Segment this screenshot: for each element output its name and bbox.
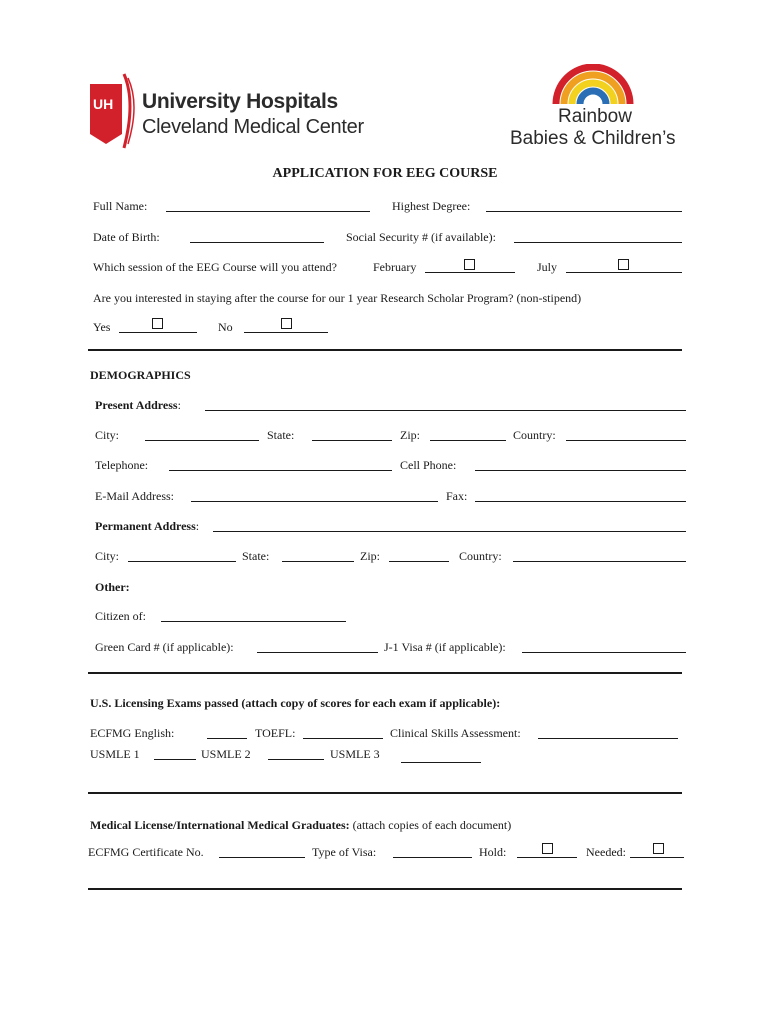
rainbow-logo	[508, 64, 684, 154]
ecfmg-cert-field[interactable]	[219, 857, 305, 858]
ecfmg-english-field[interactable]	[207, 738, 247, 739]
hold-checkbox[interactable]	[542, 843, 553, 854]
other-label: Other:	[95, 580, 130, 594]
july-checkbox[interactable]	[618, 259, 629, 270]
telephone-label: Telephone:	[95, 458, 149, 472]
uh-shield-icon	[88, 72, 140, 152]
green-card-field[interactable]	[257, 652, 378, 653]
permanent-address-text: Permanent Address	[95, 519, 196, 533]
perm-city-label: City:	[95, 549, 120, 563]
july-line	[566, 272, 682, 273]
perm-zip-label: Zip:	[360, 549, 380, 563]
medical-heading	[90, 818, 511, 832]
medical-heading-note: (attach copies of each document)	[349, 818, 512, 832]
hold-label: Hold:	[479, 845, 507, 859]
needed-line	[630, 857, 684, 858]
february-label: February	[373, 260, 417, 274]
fax-label: Fax:	[446, 489, 468, 503]
telephone-field[interactable]	[169, 470, 392, 471]
dob-field[interactable]	[190, 242, 324, 243]
no-label: No	[218, 320, 233, 334]
uh-name-line2: Cleveland Medical Center	[142, 116, 364, 138]
uh-logo	[88, 72, 398, 152]
perm-country-field[interactable]	[513, 561, 686, 562]
uh-name-line1: University Hospitals	[142, 90, 338, 113]
section-divider-4	[88, 888, 682, 890]
clinical-skills-field[interactable]	[538, 738, 678, 739]
rainbow-line1: Rainbow	[558, 106, 632, 127]
hold-line	[517, 857, 577, 858]
research-question: Are you interested in staying after the course for our 1 year Research Scholar Program? (non-stipend)	[93, 291, 582, 305]
dob-label: Date of Birth:	[93, 230, 160, 244]
visa-type-label: Type of Visa:	[312, 845, 377, 859]
citizen-of-label: Citizen of:	[95, 609, 146, 623]
present-address-text: Present Address	[95, 398, 178, 412]
present-address-field[interactable]	[205, 410, 686, 411]
usmle3-label: USMLE 3	[330, 747, 380, 761]
clinical-skills-label: Clinical Skills Assessment:	[390, 726, 521, 740]
ssn-field[interactable]	[514, 242, 682, 243]
ssn-label: Social Security # (if available):	[346, 230, 496, 244]
yes-checkbox[interactable]	[152, 318, 163, 329]
present-address-label	[95, 398, 181, 412]
toefl-label: TOEFL:	[255, 726, 296, 740]
present-address-colon: :	[177, 398, 181, 412]
july-label: July	[537, 260, 558, 274]
zip-label: Zip:	[400, 428, 420, 442]
highest-degree-label: Highest Degree:	[392, 199, 471, 213]
perm-city-field[interactable]	[128, 561, 236, 562]
citizen-of-field[interactable]	[161, 621, 346, 622]
no-line	[244, 332, 328, 333]
ecfmg-english-label: ECFMG English:	[90, 726, 175, 740]
ecfmg-cert-label: ECFMG Certificate No.	[88, 845, 204, 859]
needed-checkbox[interactable]	[653, 843, 664, 854]
green-card-label: Green Card # (if applicable):	[95, 640, 234, 654]
needed-label: Needed:	[586, 845, 626, 859]
j1-visa-field[interactable]	[522, 652, 686, 653]
state-label: State:	[267, 428, 295, 442]
email-label: E-Mail Address:	[95, 489, 174, 503]
usmle1-field[interactable]	[154, 759, 196, 760]
permanent-address-field[interactable]	[213, 531, 686, 532]
zip-field[interactable]	[430, 440, 506, 441]
session-question: Which session of the EEG Course will you attend?	[93, 260, 337, 274]
permanent-address-colon: :	[195, 519, 200, 533]
usmle2-field[interactable]	[268, 759, 324, 760]
full-name-label: Full Name:	[93, 199, 148, 213]
february-line	[425, 272, 515, 273]
usmle3-field[interactable]	[401, 762, 481, 763]
rainbow-arcs-icon	[548, 64, 638, 106]
form-title: APPLICATION FOR EEG COURSE	[272, 166, 498, 181]
country-field[interactable]	[566, 440, 686, 441]
licensing-heading: U.S. Licensing Exams passed (attach copy of scores for each exam if applicable):	[90, 696, 501, 710]
cell-phone-label: Cell Phone:	[400, 458, 457, 472]
city-field[interactable]	[145, 440, 259, 441]
uh-mark: UH	[93, 96, 114, 112]
country-label: Country:	[513, 428, 556, 442]
yes-line	[119, 332, 197, 333]
february-checkbox[interactable]	[464, 259, 475, 270]
yes-label: Yes	[93, 320, 111, 334]
permanent-address-label	[95, 519, 199, 533]
fax-field[interactable]	[475, 501, 686, 502]
j1-visa-label: J-1 Visa # (if applicable):	[384, 640, 506, 654]
section-divider-2	[88, 672, 682, 674]
highest-degree-field[interactable]	[486, 211, 682, 212]
perm-country-label: Country:	[459, 549, 502, 563]
medical-heading-text: Medical License/International Medical Graduates:	[90, 818, 350, 832]
usmle2-label: USMLE 2	[201, 747, 251, 761]
demographics-heading: DEMOGRAPHICS	[90, 368, 191, 382]
visa-type-field[interactable]	[393, 857, 472, 858]
perm-state-label: State:	[242, 549, 270, 563]
full-name-field[interactable]	[166, 211, 370, 212]
section-divider-3	[88, 792, 682, 794]
rainbow-line2: Babies & Children’s	[510, 128, 676, 149]
email-field[interactable]	[191, 501, 438, 502]
city-label: City:	[95, 428, 120, 442]
toefl-field[interactable]	[303, 738, 383, 739]
usmle1-label: USMLE 1	[90, 747, 140, 761]
cell-phone-field[interactable]	[475, 470, 686, 471]
perm-zip-field[interactable]	[389, 561, 449, 562]
section-divider-1	[88, 349, 682, 351]
state-field[interactable]	[312, 440, 392, 441]
no-checkbox[interactable]	[281, 318, 292, 329]
perm-state-field[interactable]	[282, 561, 354, 562]
